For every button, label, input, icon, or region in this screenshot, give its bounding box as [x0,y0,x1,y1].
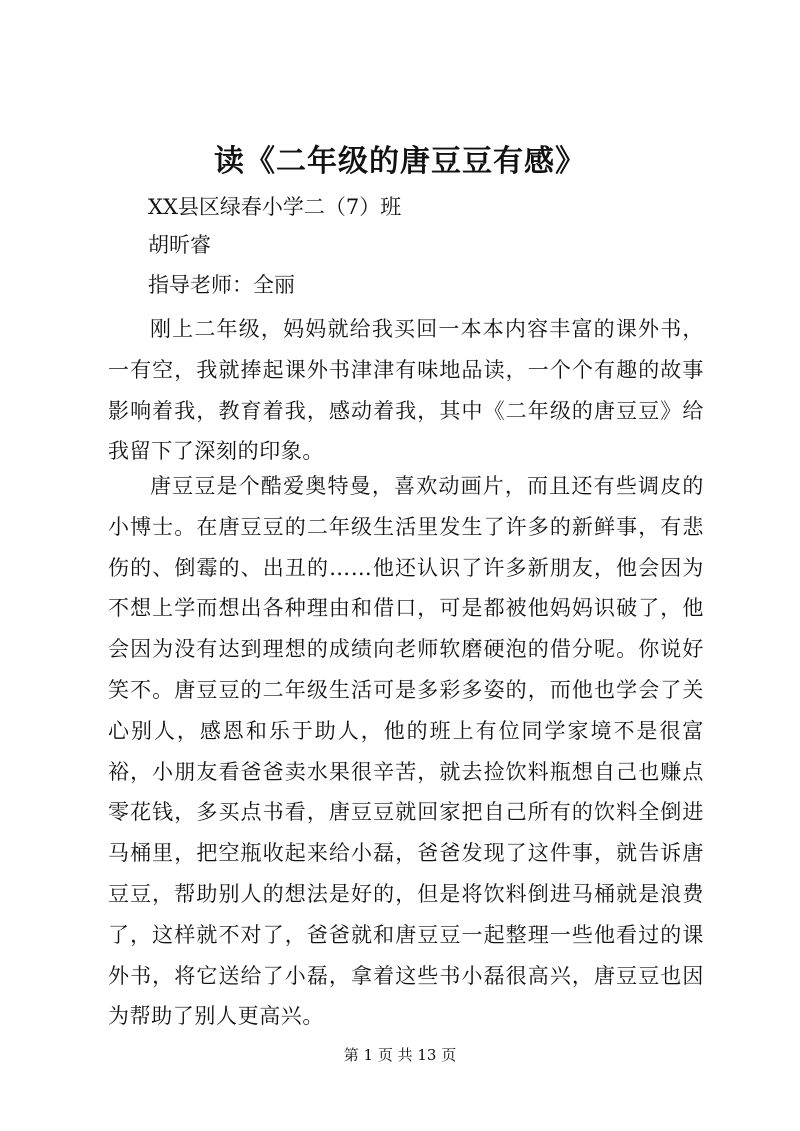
paragraph-1: 刚上二年级，妈妈就给我买回一本本内容丰富的课外书，一有空，我就捧起课外书津津有味地品读，一个个有趣的故事影响着我，教育着我，感动着我，其中《二年级的唐豆豆》给我留下了深刻的印象。 [108,317,704,464]
document-title: 读《二年级的唐豆豆有感》 [214,144,586,179]
school-class-line: XX县区绿春小学二（7）班 [148,195,402,219]
page-number-footer: 第 1 页 共 13 页 [343,1046,457,1064]
author-name: 胡昕睿 [148,233,211,257]
paragraph-2: 唐豆豆是个酷爱奥特曼，喜欢动画片，而且还有些调皮的小博士。在唐豆豆的二年级生活里发生了许多的新鲜事，有悲伤的、倒霉的、出丑的……他还认识了许多新朋友，他会因为不想上学而想出各种理由和借口，可是都被他妈妈识破了，他会因为没有达到理想的成绩向老师软磨硬泡的借分呢。你说好笑不。唐豆豆的二年级生活可是多彩多姿的，而他也学会了关心别人，感恩和乐于助人，他的班上有位同学家境不是很富裕，小朋友看爸爸卖水果很辛苦，就去捡饮料瓶想自己也赚点零花钱，多买点书看，唐豆豆就回家把自己所有的饮料全倒进马桶里，把空瓶收起来给小磊，爸爸发现了这件事，就告诉唐豆豆，帮助别人的想法是好的，但是将饮料倒进马桶就是浪费了，这样就不对了，爸爸就和唐豆豆一起整理一些他看过的课外书，将它送给了小磊，拿着这些书小磊很高兴，唐豆豆也因为帮助了别人更高兴。 [108,474,704,1029]
teacher-line: 指导老师：全丽 [148,273,295,297]
